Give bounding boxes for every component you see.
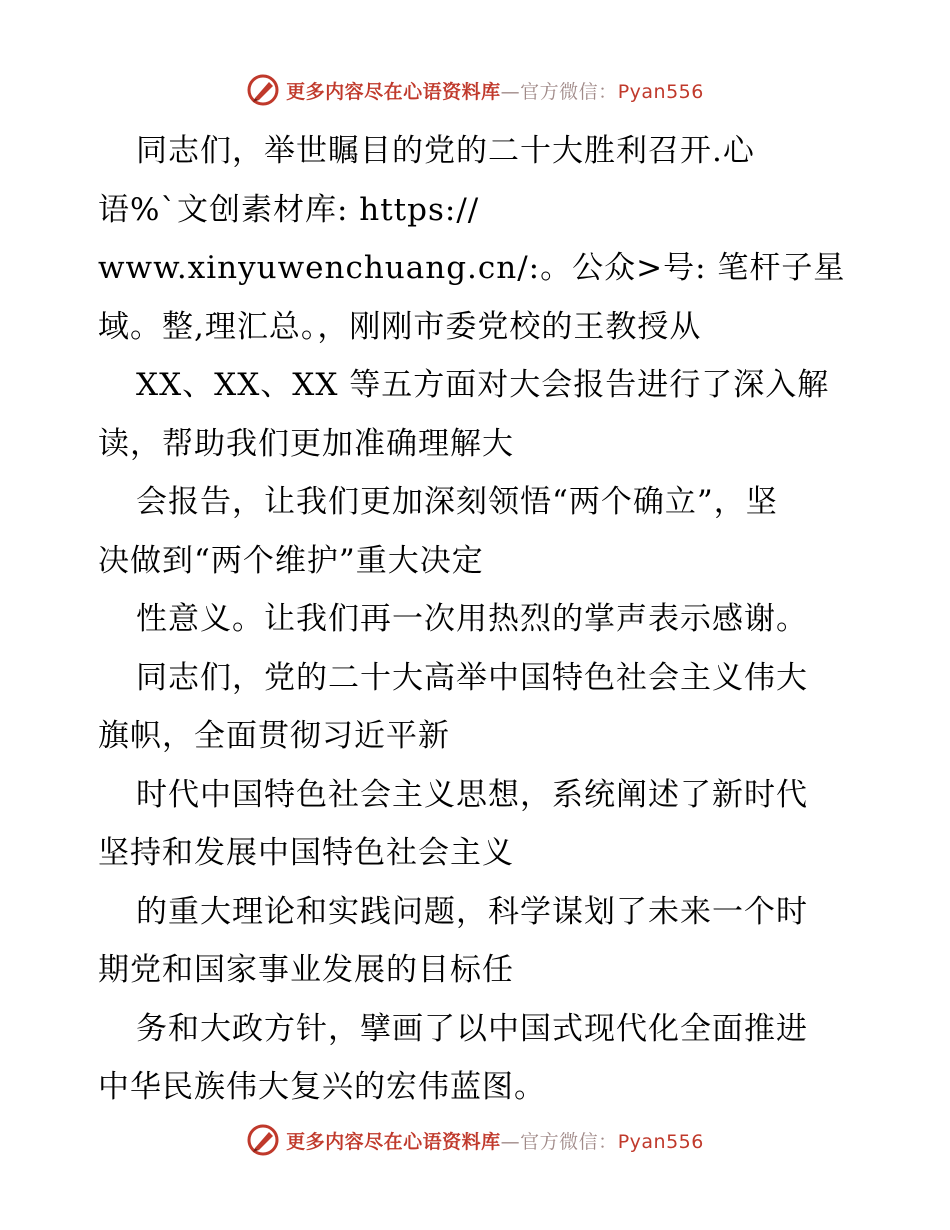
body-line: 期党和国家事业发展的目标任 (98, 952, 514, 988)
banner-text-gray: —官方微信： (500, 1130, 618, 1153)
body-line: 同志们，举世瞩目的党的二十大胜利召开.心 (136, 133, 755, 169)
footer-banner (0, 1120, 950, 1160)
body-line: 的重大理论和实践问题，科学谋划了未来一个时 (136, 893, 808, 930)
header-banner-inner (246, 73, 704, 107)
body-line: 中华民族伟大复兴的宏伟蓝图。 (98, 1069, 546, 1105)
banner-text-id: Pyan556 (617, 80, 704, 103)
body-line: 会报告，让我们更加深刻领悟“两个确立”，坚 (136, 484, 778, 520)
body-line: 坚持和发展中国特色社会主义 (98, 835, 514, 871)
body-line: 读，帮助我们更加准确理解大 (98, 425, 514, 462)
body-line: 决做到“两个维护”重大决定 (98, 542, 484, 579)
body-line: XX、XX、XX 等五方面对大会报告进行了深入解 (136, 367, 830, 403)
body-line: 时代中国特色社会主义思想，系统阐述了新时代 (136, 776, 808, 813)
banner-text-red: 更多内容尽在心语资料库 (286, 80, 501, 103)
banner-text-id: Pyan556 (617, 1130, 704, 1153)
pen-logo-icon (246, 1123, 280, 1157)
banner-text (286, 77, 704, 104)
banner-text-red: 更多内容尽在心语资料库 (286, 1130, 501, 1153)
document-body (98, 122, 858, 1117)
footer-banner-inner (246, 1123, 704, 1157)
body-line: 旗帜，全面贯彻习近平新 (98, 718, 450, 754)
banner-text (286, 1127, 704, 1154)
body-line: 语%`文创素材库: https:// (98, 191, 480, 228)
pen-logo-icon (246, 73, 280, 107)
header-banner (0, 70, 950, 110)
body-line: 同志们，党的二十大高举中国特色社会主义伟大 (136, 659, 808, 696)
body-line: 务和大政方针，擘画了以中国式现代化全面推进 (136, 1010, 808, 1047)
body-line: 域。整,理汇总。，刚刚市委党校的王教授从 (98, 308, 702, 345)
body-line: www.xinyuwenchuang.cn/:。公众>号: 笔杆子星 (98, 250, 846, 286)
banner-text-gray: —官方微信： (500, 80, 618, 103)
body-line: 性意义。让我们再一次用热烈的掌声表示感谢。 (136, 601, 808, 637)
